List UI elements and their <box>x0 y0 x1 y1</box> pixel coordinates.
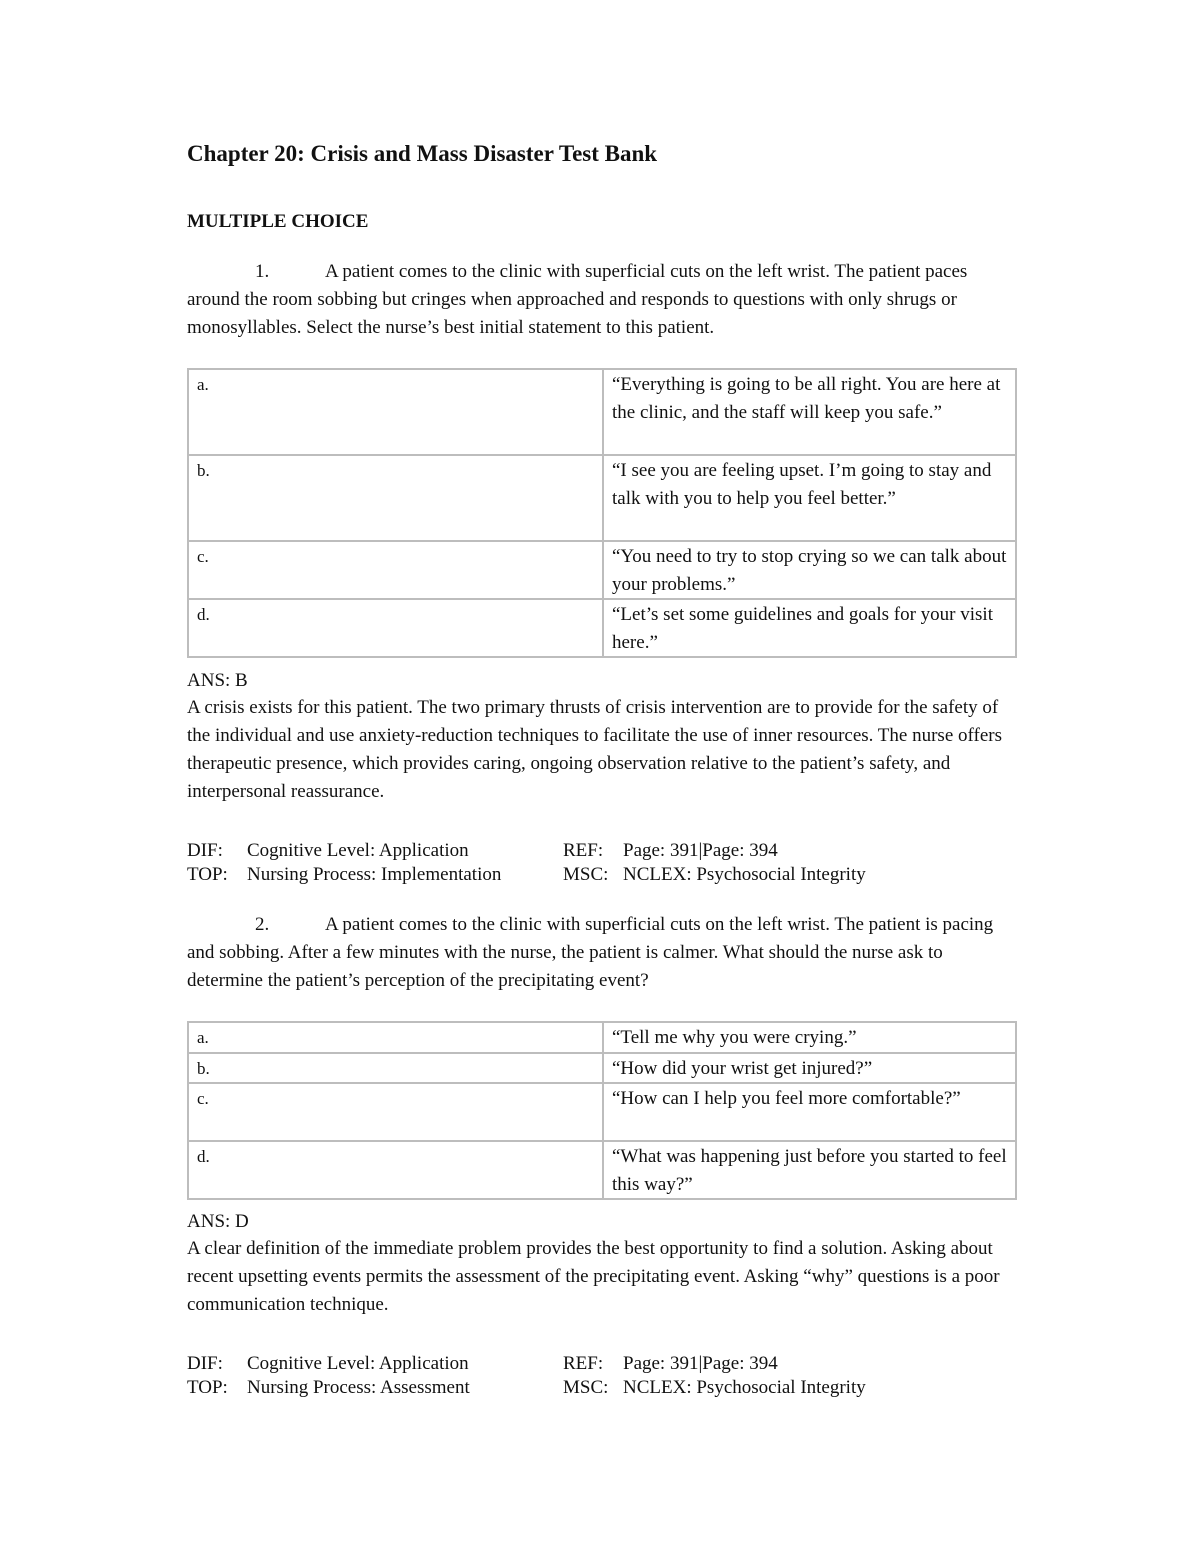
top-label: TOP: <box>187 864 228 885</box>
option-row <box>188 455 1016 541</box>
option-row <box>188 369 1016 455</box>
dif-label: DIF: <box>187 1353 223 1374</box>
page-title: Chapter 20: Crisis and Mass Disaster Test Bank <box>187 141 658 166</box>
question-metadata <box>187 1352 1017 1400</box>
msc-label: MSC: <box>563 1377 609 1398</box>
option-letter: b. <box>188 455 603 541</box>
msc-value: NCLEX: Psychosocial Integrity <box>623 1377 866 1398</box>
option-text: “Let’s set some guidelines and goals for your visit here.” <box>603 599 1016 657</box>
section-heading: MULTIPLE CHOICE <box>187 211 369 232</box>
top-label: TOP: <box>187 1377 228 1398</box>
msc-label: MSC: <box>563 864 609 885</box>
question-text: A patient comes to the clinic with superficial cuts on the left wrist. The patient paces around the room sobbing but cringes when approached and responds to questions with only shrugs or monosyllables. Select the nurse’s best initial statement to this patient. <box>187 261 968 338</box>
option-row <box>188 599 1016 657</box>
option-row <box>188 1083 1016 1141</box>
question-text: A patient comes to the clinic with superficial cuts on the left wrist. The patient is pacing and sobbing. After a few minutes with the nurse, the patient is calmer. What should the nurse ask to determine the patient’s perception of the precipitating event? <box>187 914 994 991</box>
top-value: Nursing Process: Implementation <box>247 864 502 885</box>
option-text: “Tell me why you were crying.” <box>603 1022 1016 1053</box>
option-letter: b. <box>188 1053 603 1084</box>
ref-label: REF: <box>563 840 604 861</box>
msc-value: NCLEX: Psychosocial Integrity <box>623 864 866 885</box>
dif-value: Cognitive Level: Application <box>247 1353 469 1374</box>
ref-value: Page: 391|Page: 394 <box>623 840 778 861</box>
option-text: “How did your wrist get injured?” <box>603 1053 1016 1084</box>
options-table <box>187 368 1017 658</box>
option-row <box>188 1053 1016 1084</box>
option-text: “You need to try to stop crying so we can talk about your problems.” <box>603 541 1016 599</box>
question-number: 1. <box>255 261 270 282</box>
option-text: “How can I help you feel more comfortable?” <box>603 1083 1016 1141</box>
option-row <box>188 1022 1016 1053</box>
dif-value: Cognitive Level: Application <box>247 840 469 861</box>
question-metadata <box>187 839 1017 887</box>
option-row <box>188 1141 1016 1199</box>
options-table <box>187 1021 1017 1200</box>
answer-key: ANS: B <box>187 670 248 691</box>
option-letter: d. <box>188 1141 603 1199</box>
question-stem <box>187 258 1017 342</box>
question-stem <box>187 911 1017 995</box>
option-letter: c. <box>188 541 603 599</box>
ref-value: Page: 391|Page: 394 <box>623 1353 778 1374</box>
dif-label: DIF: <box>187 840 223 861</box>
option-text: “What was happening just before you started to feel this way?” <box>603 1141 1016 1199</box>
option-letter: a. <box>188 1022 603 1053</box>
option-text: “Everything is going to be all right. You are here at the clinic, and the staff will keep you safe.” <box>603 369 1016 455</box>
option-letter: a. <box>188 369 603 455</box>
ref-label: REF: <box>563 1353 604 1374</box>
option-letter: c. <box>188 1083 603 1141</box>
option-row <box>188 541 1016 599</box>
question-number: 2. <box>255 914 270 935</box>
answer-key: ANS: D <box>187 1211 249 1232</box>
option-letter: d. <box>188 599 603 657</box>
answer-rationale: A clear definition of the immediate problem provides the best opportunity to find a solution. Asking about recent upsetting events permits the assessment of the precipitating event. Asking “why” questions is a poor communication technique. <box>187 1238 1000 1315</box>
answer-rationale: A crisis exists for this patient. The two primary thrusts of crisis intervention are to provide for the safety of the individual and use anxiety-reduction techniques to facilitate the use of inner resources. The nurse offers therapeutic presence, which provides caring, ongoing observation relative to the patient’s safety, and interpersonal reassurance. <box>187 697 1002 802</box>
option-text: “I see you are feeling upset. I’m going to stay and talk with you to help you feel better.” <box>603 455 1016 541</box>
top-value: Nursing Process: Assessment <box>247 1377 470 1398</box>
